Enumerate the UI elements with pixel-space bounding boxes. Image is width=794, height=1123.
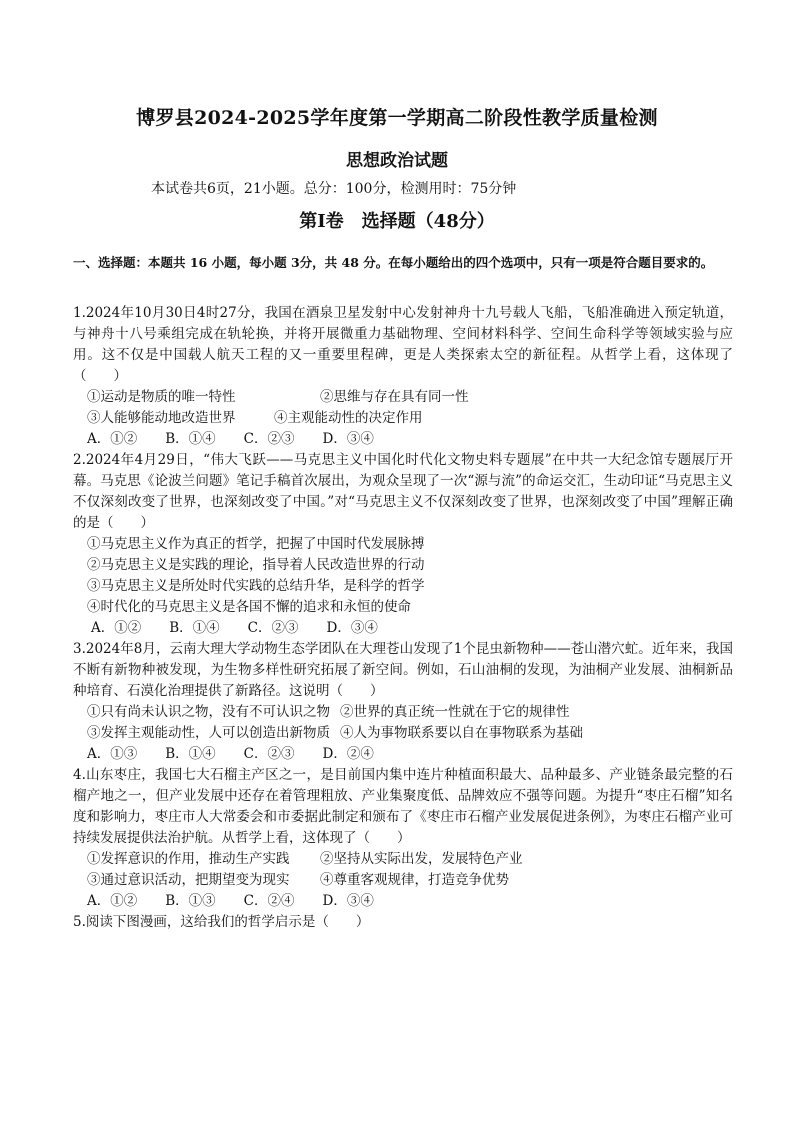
answer-choices — [73, 891, 733, 912]
question-3 — [73, 639, 733, 765]
option-row — [73, 597, 733, 618]
answer-choice: D．③④ — [322, 431, 374, 447]
option-row — [73, 576, 733, 597]
answer-choice: A．①③ — [87, 746, 138, 762]
option: ③通过意识活动，把期望变为现实 — [87, 872, 290, 888]
answer-choice: A．①② — [91, 620, 142, 636]
section-heading: 第Ⅰ卷 选择题（48分） — [299, 211, 495, 232]
answer-choice: B．①③ — [165, 893, 216, 909]
option-row — [73, 723, 733, 744]
option: ③发挥主观能动性，人可以创造出新物质 — [87, 725, 330, 741]
option: ②坚持从实际出发，发展特色产业 — [320, 851, 523, 867]
option-row — [73, 387, 733, 408]
question-stem: 3.2024年8月，云南大理大学动物生态学团队在大理苍山发现了1个昆虫新物种——苍山潜穴虻。近年来，我国不断有新物种被发现，为生物多样性研究拓展了新空间。例如，石山油桐的发现，为油桐产业发展、油桐新品种培育、石漠化治理提供了新路径。这说明（ ） — [73, 641, 733, 699]
option-row — [73, 534, 733, 555]
option: ②世界的真正统一性就在于它的规律性 — [340, 704, 570, 720]
option-row — [73, 555, 733, 576]
exam-info: 本试卷共6页，21小题。总分：100分，检测用时：75分钟 — [151, 181, 517, 197]
option: ③马克思主义是所处时代实践的总结升华，是科学的哲学 — [87, 578, 425, 594]
answer-choice: B．①④ — [169, 620, 220, 636]
answer-choice: D．③④ — [322, 893, 374, 909]
answer-choice: C．②③ — [243, 431, 295, 447]
option: ①只有尚未认识之物，没有不可认识之物 — [87, 704, 330, 720]
option: ②思维与存在具有同一性 — [320, 389, 469, 405]
answer-choice: A．①② — [87, 431, 138, 447]
answer-choice: A．①② — [87, 893, 138, 909]
answer-choice: D．②④ — [322, 746, 374, 762]
answer-choice: D．③④ — [326, 620, 378, 636]
question-4 — [73, 765, 733, 912]
option: ③人能够能动地改造世界 — [87, 410, 236, 426]
question-list — [73, 303, 733, 933]
question-5 — [73, 912, 733, 933]
option: ①发挥意识的作用，推动生产实践 — [87, 851, 290, 867]
option: ②马克思主义是实践的理论，指导着人民改造世界的行动 — [87, 557, 425, 573]
question-stem: 4.山东枣庄，我国七大石榴主产区之一，是目前国内集中连片种植面积最大、品种最多、产业链条最完整的石榴产地之一，但产业发展中还存在着管理粗放、产业集聚度低、品牌效应不强等问题。为提升“枣庄石榴”知名度和影响力，枣庄市人大常委会和市委据此制定和颁布了《枣庄市石榴产业发展促进条例》，为枣庄石榴产业可持续发展提供法治护航。从哲学上看，这体现了（ ） — [73, 767, 733, 846]
option: ①马克思主义作为真正的哲学，把握了中国时代发展脉搏 — [87, 536, 425, 552]
exam-title: 博罗县2024-2025学年度第一学期高二阶段性教学质量检测 — [136, 107, 658, 129]
option-row — [73, 849, 733, 870]
option: ①运动是物质的唯一特性 — [87, 389, 236, 405]
option: ④尊重客观规律，打造竞争优势 — [320, 872, 509, 888]
answer-choice: B．①④ — [165, 431, 216, 447]
question-2 — [73, 450, 733, 639]
answer-choice: B．①④ — [165, 746, 216, 762]
answer-choices — [73, 429, 733, 450]
exam-subject: 思想政治试题 — [346, 151, 448, 171]
question-stem: 1.2024年10月30日4时27分，我国在酒泉卫星发射中心发射神舟十九号载人飞船，飞船准确进入预定轨道，与神舟十八号乘组完成在轨轮换，并将开展微重力基础物理、空间材料科学、空间生命科学等领域实验与应用。这不仅是中国载人航天工程的又一重要里程碑，更是人类探索太空的新征程。从哲学上看，这体现了（ ） — [73, 305, 733, 384]
section-instructions: 一、选择题：本题共 16 小题，每小题 3分，共 48 分。在每小题给出的四个选项中，只有一项是符合题目要求的。 — [73, 255, 714, 270]
answer-choice: C．②③ — [247, 620, 299, 636]
option-row — [73, 702, 733, 723]
answer-choice: C．②④ — [243, 893, 295, 909]
option-row — [73, 870, 733, 891]
question-stem: 5.阅读下图漫画，这给我们的哲学启示是（ ） — [73, 914, 370, 930]
question-1 — [73, 303, 733, 450]
option: ④主观能动性的决定作用 — [274, 410, 423, 426]
question-stem: 2.2024年4月29日，“伟大飞跃——马克思主义中国化时代化文物史料专题展”在中共一大纪念馆专题展厅开幕。马克思《论波兰问题》笔记手稿首次展出，为观众呈现了一次“源与流”的命运交汇，生动印证“马克思主义不仅深刻改变了世界，也深刻改变了中国。”对“马克思主义不仅深刻改变了世界，也深刻改变了中国”理解正确的是（ ） — [73, 452, 733, 531]
option: ④人为事物联系要以自在事物联系为基础 — [340, 725, 583, 741]
option-row — [73, 408, 733, 429]
answer-choice: C．②③ — [243, 746, 295, 762]
answer-choices — [73, 744, 733, 765]
option: ④时代化的马克思主义是各国不懈的追求和永恒的使命 — [87, 599, 411, 615]
answer-choices — [73, 618, 733, 639]
